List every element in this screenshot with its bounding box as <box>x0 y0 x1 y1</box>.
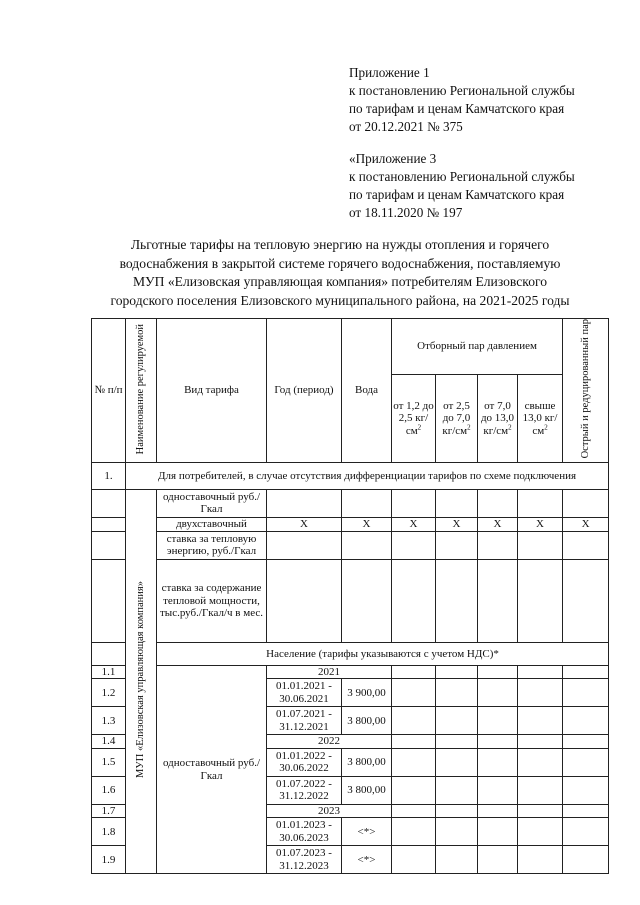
header-steam-3-sup: 2 <box>508 422 512 431</box>
header-steam-1-cell <box>392 374 436 462</box>
header-steam: Отборный пар давлением <box>392 319 563 375</box>
appendix-1-header <box>349 64 629 136</box>
header-org-cell <box>126 319 157 463</box>
document-title <box>60 236 620 310</box>
x-mark: Х <box>478 517 518 531</box>
row-period: 01.07.2021 - 31.12.2021 <box>267 707 342 735</box>
x-mark: Х <box>267 517 342 531</box>
header-steam-3: от 7,0 до 13,0 кг/см <box>480 399 515 437</box>
table-row <box>92 559 609 642</box>
header-steam-1: от 1,2 до 2,5 кг/см <box>393 399 434 437</box>
section-num: 1. <box>92 462 126 489</box>
org-name: МУП «Елизовская управляющая компания» <box>135 581 147 779</box>
tariff-table <box>91 318 609 874</box>
x-mark: Х <box>436 517 478 531</box>
header-tariff-type: Вид тарифа <box>157 319 267 463</box>
row-num: 1.1 <box>92 665 126 679</box>
appendix-3-header <box>349 150 629 222</box>
row-water: 3 800,00 <box>342 707 392 735</box>
row-num: 1.9 <box>92 846 126 874</box>
row-period: 2021 <box>267 665 392 679</box>
title-line-4: городского поселения Елизовского муниципального района, на 2021-2025 годы <box>110 292 570 308</box>
population-text: Население (тарифы указываются с учетом НДС)* <box>157 642 609 665</box>
row-num: 1.3 <box>92 707 126 735</box>
row-period: 01.01.2022 - 30.06.2022 <box>267 748 342 776</box>
row-period: 01.01.2021 - 30.06.2021 <box>267 679 342 707</box>
header-steam-4: свыше 13,0 кг/см <box>522 399 558 437</box>
row-water: <*> <box>342 846 392 874</box>
header-steam-4-cell <box>518 374 563 462</box>
population-row <box>92 642 609 665</box>
tariff-single-a: одноставочный руб./Гкал <box>157 489 267 517</box>
x-mark: Х <box>563 517 609 531</box>
header-year: Год (период) <box>267 319 342 463</box>
header-sharp-steam: Острый и редуцированный пар <box>579 319 591 459</box>
appendix-3-line-1: «Приложение 3 <box>349 151 437 166</box>
header-steam-2-sup: 2 <box>467 422 471 431</box>
appendix-3-line-4: от 18.11.2020 № 197 <box>349 205 463 220</box>
section-text: Для потребителей, в случае отсутствия дифференциации тарифов по схеме подключения <box>126 462 609 489</box>
title-line-2: водоснабжения в закрытой системе горячего водоснабжения, поставляемую <box>119 255 561 271</box>
appendix-1-line-3: по тарифам и ценам Камчатского края <box>349 101 565 116</box>
table-row <box>92 665 609 679</box>
header-steam-2: от 2,5 до 7,0 кг/см <box>442 399 471 437</box>
table-row <box>92 489 609 517</box>
row-period: 01.01.2023 - 30.06.2023 <box>267 818 342 846</box>
row-period: 2023 <box>267 804 392 818</box>
appendix-3-line-2: к постановлению Региональной службы <box>349 169 575 184</box>
appendix-1-line-4: от 20.12.2021 № 375 <box>349 119 463 134</box>
org-name-cell <box>126 489 157 874</box>
header-steam-1-sup: 2 <box>417 422 422 431</box>
row-num: 1.2 <box>92 679 126 707</box>
row-num: 1.5 <box>92 748 126 776</box>
appendix-1-line-2: к постановлению Региональной службы <box>349 83 575 98</box>
row-period: 01.07.2022 - 31.12.2022 <box>267 776 342 804</box>
header-steam-4-sup: 2 <box>544 422 548 431</box>
row-num: 1.7 <box>92 804 126 818</box>
header-steam-3-cell <box>478 374 518 462</box>
header-org: Наименование регулируемой <box>135 323 147 454</box>
tariff-single-b: одноставочный руб./Гкал <box>157 665 267 874</box>
header-steam-2-cell <box>436 374 478 462</box>
row-water: 3 900,00 <box>342 679 392 707</box>
row-water: 3 800,00 <box>342 776 392 804</box>
row-num: 1.6 <box>92 776 126 804</box>
row-num: 1.4 <box>92 735 126 749</box>
section-row <box>92 462 609 489</box>
row-num: 1.8 <box>92 818 126 846</box>
tariff-double: двухставочный <box>157 517 267 531</box>
table-row <box>92 517 609 531</box>
appendix-1-line-1: Приложение 1 <box>349 65 430 80</box>
header-num: № п/п <box>92 319 126 463</box>
row-water: <*> <box>342 818 392 846</box>
row-period: 01.07.2023 - 31.12.2023 <box>267 846 342 874</box>
energy-rate: ставка за тепловую энергию, руб./Гкал <box>157 531 267 559</box>
header-sharp-steam-cell <box>563 319 609 463</box>
row-period: 2022 <box>267 735 392 749</box>
header-water: Вода <box>342 319 392 463</box>
title-line-3: МУП «Елизовская управляющая компания» потребителям Елизовского <box>132 274 548 289</box>
title-line-1: Льготные тарифы на тепловую энергию на нужды отопления и горячего <box>130 237 550 252</box>
table-row <box>92 531 609 559</box>
x-mark: Х <box>518 517 563 531</box>
table-header-row <box>92 319 609 375</box>
x-mark: Х <box>392 517 436 531</box>
row-water: 3 800,00 <box>342 748 392 776</box>
appendix-3-line-3: по тарифам и ценам Камчатского края <box>349 187 565 202</box>
x-mark: Х <box>342 517 392 531</box>
capacity-rate: ставка за содержание тепловой мощности, тыс.руб./Гкал/ч в мес. <box>157 559 267 642</box>
